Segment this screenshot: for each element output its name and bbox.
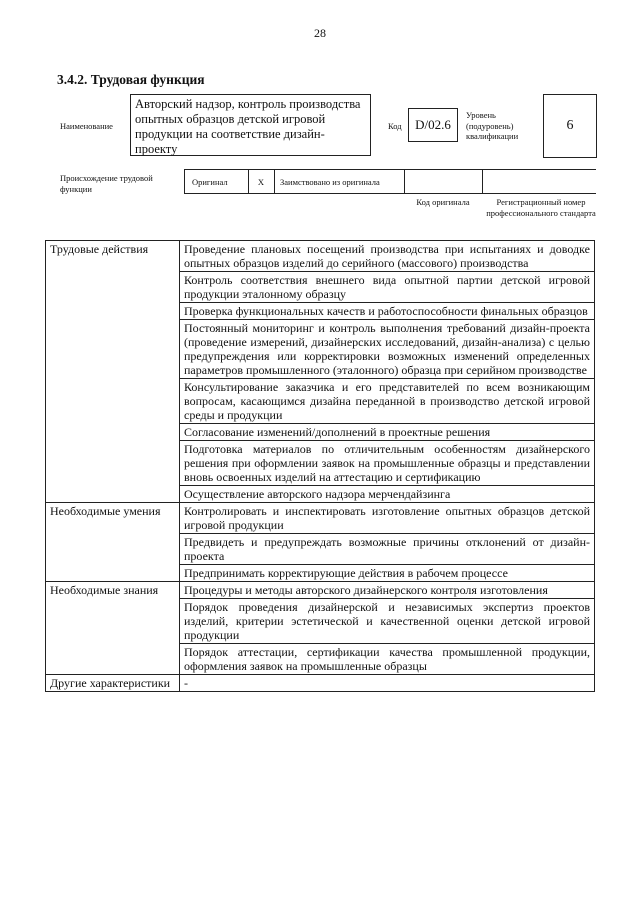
origin-label: Происхождение трудовой функции [60,173,153,194]
category-cell: Необходимые умения [46,503,180,582]
description-cell: - [180,675,595,692]
description-cell: Проведение плановых посещений производства при испытаниях и доводке опытных образцов изделий до серийного (массового) производства [180,241,595,272]
origin-row [184,169,596,194]
function-name: Авторский надзор, контроль производства опытных образцов детской игровой продукции на соответствие дизайн-проекту [130,94,371,156]
category-cell: Трудовые действия [46,241,180,503]
description-cell: Согласование изменений/дополнений в проектные решения [180,424,595,441]
description-cell: Предпринимать корректирующие действия в рабочем процессе [180,565,595,582]
level-value: 6 [543,94,597,158]
description-cell: Порядок аттестации, сертификации качества промышленной продукции, оформления заявок на промышленные образцы [180,644,595,675]
description-cell: Порядок проведения дизайнерской и независимых экспертиз проектов изделий, критерии эстетической и качественной оценки детской игровой продукции [180,599,595,644]
code-label: Код [388,121,402,131]
origin-divider [184,170,185,194]
category-cell: Другие характеристики [46,675,180,692]
section-title: 3.4.2. Трудовая функция [57,72,205,87]
level-label: Уровень (подуровень) квалификации [466,110,519,142]
code-value: D/02.6 [408,108,458,142]
table-row [46,675,595,692]
description-cell: Осуществление авторского надзора мерчендайзинга [180,486,595,503]
reg-number-label: Регистрационный номер профессионального стандарта [486,197,596,218]
table-row [46,241,595,272]
description-cell: Контролировать и инспектировать изготовление опытных образцов детской игровой продукции [180,503,595,534]
description-cell: Постоянный мониторинг и контроль выполнения требований дизайн-проекта (проведение измерений, дизайнерских исследований, дизайн-анализа) с целью предупреждения или корректировки возможных изменений определенных параметров промышленного (эталонного) образца при серийном производстве [180,320,595,379]
description-cell: Контроль соответствия внешнего вида опытной партии детской игровой продукции эталонному образцу [180,272,595,303]
origin-divider [404,170,405,194]
category-cell: Необходимые знания [46,582,180,675]
table-row [46,503,595,534]
table-row [46,582,595,599]
description-cell: Проверка функциональных качеств и работоспособности финальных образцов [180,303,595,320]
description-cell: Предвидеть и предупреждать возможные причины отклонений от дизайн-проекта [180,534,595,565]
origin-mark: X [257,177,265,187]
page-number: 28 [314,26,326,40]
origin-borrowed: Заимствовано из оригинала [280,177,380,187]
origin-original: Оригинал [192,177,228,187]
description-cell: Консультирование заказчика и его представителей по всем возникающим вопросам, касающимся дизайна переданной в производство детской игровой среды и продукции [180,379,595,424]
origin-divider [482,170,483,194]
origin-divider [274,170,275,194]
description-cell: Процедуры и методы авторского дизайнерского контроля изготовления [180,582,595,599]
function-table [45,240,595,692]
code-original-label: Код оригинала [416,197,470,207]
name-label: Наименование [60,121,113,131]
description-cell: Подготовка материалов по отличительным особенностям дизайнерского решения при оформлении заявок на промышленные образцы и представлении вновь освоенных изделий на аттестацию и сертификацию [180,441,595,486]
